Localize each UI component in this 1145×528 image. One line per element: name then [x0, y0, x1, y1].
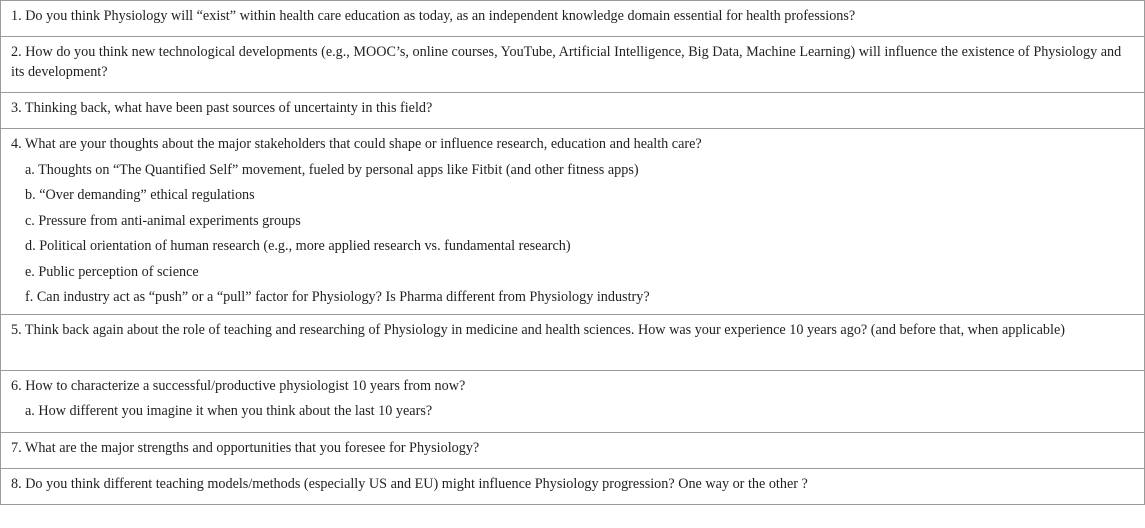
question-text: 6. How to characterize a successful/productive physiologist 10 years from now?: [11, 377, 466, 394]
question-row-5: [1, 314, 1145, 370]
question-row-7: [1, 432, 1145, 468]
question-row-1: [1, 1, 1145, 37]
question-row-2: [1, 37, 1145, 93]
question-text: 3. Thinking back, what have been past sources of uncertainty in this field?: [11, 100, 433, 116]
question-text: 7. What are the major strengths and opportunities that you foresee for Physiology?: [11, 439, 480, 456]
question-cell: [1, 314, 1145, 370]
sub-question: c. Pressure from anti-animal experiments groups: [25, 212, 301, 229]
question-row-6: [1, 370, 1145, 432]
question-text: 4. What are your thoughts about the major stakeholders that could shape or influence research, education and health care?: [11, 136, 702, 152]
question-cell: [1, 1, 1145, 37]
question-cell: [1, 129, 1145, 315]
question-cell: [1, 93, 1145, 129]
sub-question: f. Can industry act as “push” or a “pull” factor for Physiology? Is Pharma different from Physiology industry?: [25, 289, 650, 305]
question-cell: [1, 370, 1145, 432]
question-row-4: [1, 129, 1145, 315]
sub-question: a. How different you imagine it when you think about the last 10 years?: [25, 403, 433, 419]
question-text: 8. Do you think different teaching models/methods (especially US and EU) might influence Physiology progression? One way or the other ?: [11, 475, 808, 492]
sub-question: b. “Over demanding” ethical regulations: [25, 187, 255, 203]
question-cell: [1, 37, 1145, 93]
question-row-3: [1, 93, 1145, 129]
question-cell: [1, 432, 1145, 468]
question-cell: [1, 468, 1145, 504]
question-text: 1. Do you think Physiology will “exist” within health care education as today, as an independent knowledge domain essential for health professions?: [11, 8, 856, 24]
question-text: 5. Think back again about the role of teaching and researching of Physiology in medicine and health sciences. How was your experience 10 years ago? (and before that, when applicable): [11, 321, 1065, 338]
question-row-8: [1, 468, 1145, 504]
sub-question: d. Political orientation of human research (e.g., more applied research vs. fundamental research): [25, 238, 571, 254]
sub-question: e. Public perception of science: [25, 263, 199, 280]
sub-question: a. Thoughts on “The Quantified Self” movement, fueled by personal apps like Fitbit (and other fitness apps): [25, 161, 639, 178]
question-text: 2. How do you think new technological developments (e.g., MOOC’s, online courses, YouTube, Artificial Intelligence, Big Data, Machine Learning) will influence the existence of Physiology and its development?: [11, 44, 1122, 80]
